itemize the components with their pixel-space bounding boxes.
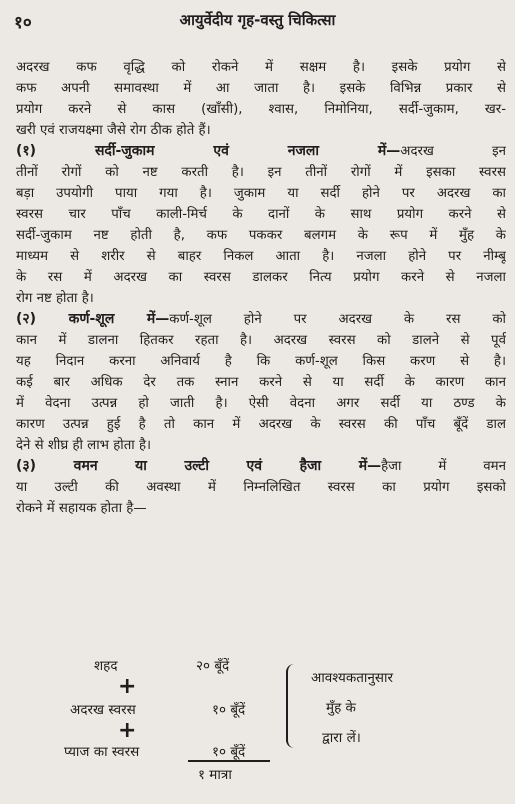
plus-sign: + xyxy=(118,718,137,743)
ingredient-quantity: १० बूँदें xyxy=(212,744,246,760)
ingredient-name: शहद xyxy=(94,658,118,674)
section-heading-line xyxy=(16,141,506,162)
section-heading: (३) वमन या उल्टी एवं हैजा में— xyxy=(16,458,382,474)
body-line: प्रयोग करने से कास (खाँसी), श्वास, निमोनिया, सर्दी-जुकाम, खर- xyxy=(16,102,506,117)
body-line-text: हैजा में वमन xyxy=(381,459,506,474)
dosage-note: आवश्यकतानुसार xyxy=(311,670,394,686)
section-heading-line xyxy=(16,309,506,330)
body-line: कारण उत्पन्न हुई है तो कान में अदरख के स्वरस की पाँच बूँदें डाल xyxy=(16,417,506,432)
section-heading: (१) सर्दी-जुकाम एवं नजला में— xyxy=(16,143,401,159)
body-line: यह निदान करना अनिवार्य है कि कर्ण-शूल किस करण से है। xyxy=(16,354,506,369)
body-line-text: अदरख इन xyxy=(400,144,506,159)
plus-sign: + xyxy=(118,674,137,699)
section-heading: (२) कर्ण-शूल में— xyxy=(16,311,170,327)
section-heading-line xyxy=(16,456,506,477)
total-rule xyxy=(188,760,270,762)
body-line: अदरख कफ वृद्धि को रोकने में सक्षम है। इसके प्रयोग से xyxy=(16,60,506,75)
body-line: माध्यम से शरीर से बाहर निकल आता है। नजला होने पर नीम्बू xyxy=(16,249,506,264)
running-title: आयुर्वेदीय गृह-वस्तु चिकित्सा xyxy=(179,11,336,29)
page-header xyxy=(0,8,515,34)
dose-total: १ मात्रा xyxy=(198,767,232,783)
curly-brace xyxy=(286,664,302,748)
body-line: कान में डालना हितकर रहता है। अदरख स्वरस को डालने से पूर्व xyxy=(16,333,506,348)
body-text xyxy=(16,57,506,519)
ingredient-quantity: १० बूँदें xyxy=(212,702,246,718)
body-line-text: कर्ण-शूल होने पर अदरख के रस को xyxy=(169,312,506,327)
body-line: सर्दी-जुकाम नष्ट होती है, कफ पककर बलगम के रूप में मुँह के xyxy=(16,228,506,243)
ingredient-name: प्याज का स्वरस xyxy=(64,744,140,760)
recipe-block xyxy=(0,654,515,804)
body-line: बड़ा उपयोगी पाया गया है। जुकाम या सर्दी होने पर अदरख का xyxy=(16,186,506,201)
page-number: १० xyxy=(14,13,32,33)
body-line: तीनों रोगों को नष्ट करती है। इन तीनों रोगों में इसका स्वरस xyxy=(16,165,506,180)
body-line: खरी एवं राजयक्ष्मा जैसे रोग ठीक होते हैं। xyxy=(16,123,211,138)
body-line: स्वरस चार पाँच काली-मिर्च के दानों के साथ प्रयोग करने से xyxy=(16,207,506,222)
ingredient-quantity: २० बूँदें xyxy=(196,658,230,674)
body-line: कई बार अधिक देर तक स्नान करने से या सर्दी के कारण कान xyxy=(16,375,506,390)
body-line: रोग नष्ट होता है। xyxy=(16,291,94,306)
body-line: देने से शीघ्र ही लाभ होता है। xyxy=(16,438,152,453)
body-line: के रस में अदरख का स्वरस डालकर नित्य प्रयोग करने से नजला xyxy=(16,270,506,285)
body-line: में वेदना उत्पन्न हो जाती है। ऐसी वेदना अगर सर्दी या ठण्ड के xyxy=(16,396,506,411)
dosage-note: मुँह के xyxy=(326,700,356,716)
ingredient-name: अदरख स्वरस xyxy=(70,702,136,718)
body-line: या उल्टी की अवस्था में निम्नलिखित स्वरस का प्रयोग इसको xyxy=(16,480,506,495)
body-line: रोकने में सहायक होता है— xyxy=(16,501,147,516)
body-line: कफ अपनी समावस्था में आ जाता है। इसके विभिन्न प्रकार से xyxy=(16,81,506,96)
dosage-note: द्वारा लें। xyxy=(322,730,361,746)
